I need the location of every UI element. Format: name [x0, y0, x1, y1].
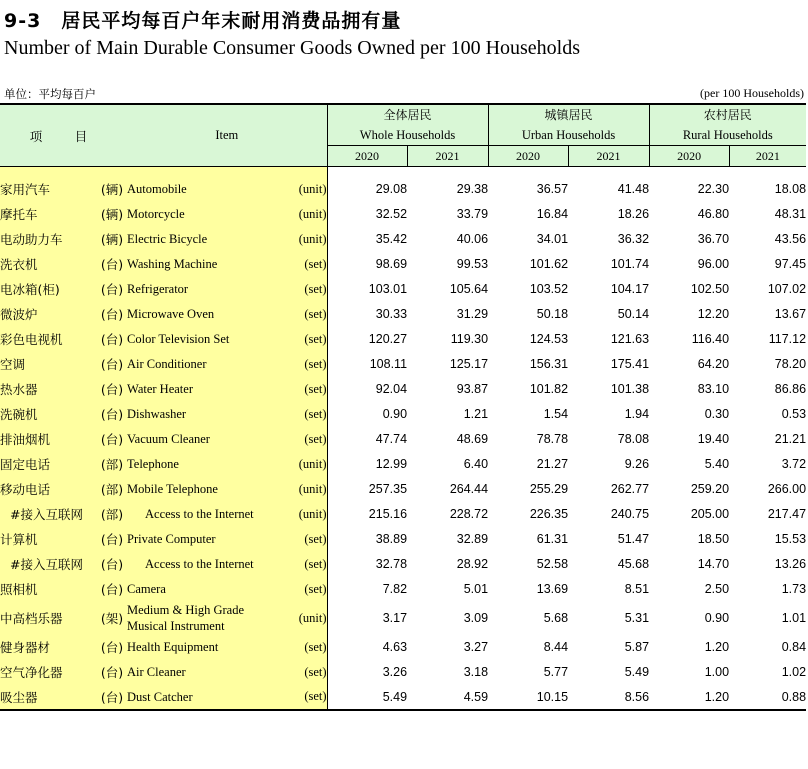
item-name-cn: 空调 — [0, 352, 97, 377]
value-cell: 38.89 — [375, 532, 408, 546]
item-name-en-line: Medium & High Grade — [127, 603, 245, 617]
item-name-cn: #接入互联网 — [0, 552, 97, 577]
value-cell: 14.70 — [697, 557, 730, 571]
value-cell: 8.44 — [543, 640, 569, 654]
item-name-en: Microwave Oven — [127, 302, 277, 327]
value-cell: 99.53 — [456, 257, 489, 271]
value-cell: 78.78 — [536, 432, 569, 446]
table-row — [0, 502, 806, 527]
table-row — [0, 227, 806, 252]
value-cell: 21.21 — [774, 432, 807, 446]
item-unit-en: (set) — [277, 327, 327, 352]
value-cell: 175.41 — [610, 357, 650, 371]
item-name-en: Motorcycle — [127, 202, 277, 227]
value-cell: 18.26 — [617, 207, 650, 221]
value-cell: 125.17 — [449, 357, 489, 371]
value-cell: 108.11 — [369, 357, 408, 371]
item-unit-en: (set) — [277, 427, 327, 452]
item-unit-cn: (台) — [97, 252, 127, 277]
item-name-en: Air Cleaner — [127, 660, 277, 685]
value-cell: 29.08 — [375, 182, 408, 196]
value-cell: 103.01 — [368, 282, 408, 296]
value-cell: 215.16 — [368, 507, 408, 521]
table-row — [0, 177, 806, 202]
value-cell: 117.12 — [768, 332, 807, 346]
value-cell: 121.63 — [610, 332, 650, 346]
value-cell: 50.18 — [536, 307, 569, 321]
item-unit-en: (set) — [277, 277, 327, 302]
item-name-cn: 照相机 — [0, 577, 97, 602]
item-name-en: Water Heater — [127, 377, 277, 402]
item-unit-en: (unit) — [277, 202, 327, 227]
item-unit-en: (unit) — [277, 177, 327, 202]
table-row — [0, 577, 806, 602]
value-cell: 5.49 — [327, 685, 407, 710]
item-unit-cn: (部) — [97, 502, 127, 527]
header-year: 2021 — [729, 146, 806, 167]
value-cell: 8.56 — [568, 685, 649, 710]
value-cell: 5.01 — [463, 582, 489, 596]
value-cell: 34.01 — [536, 232, 569, 246]
item-name-cn: 健身器材 — [0, 635, 97, 660]
value-cell: 10.15 — [488, 685, 568, 710]
item-name-en: Private Computer — [127, 527, 277, 552]
value-cell: 32.89 — [456, 532, 489, 546]
value-cell: 96.00 — [697, 257, 730, 271]
item-name-cn: 洗碗机 — [0, 402, 97, 427]
value-cell: 156.31 — [529, 357, 569, 371]
table-row — [0, 327, 806, 352]
header-group-urban: 城镇居民 Urban Households — [488, 104, 649, 146]
item-unit-cn: (辆) — [97, 202, 127, 227]
item-unit-en: (set) — [277, 302, 327, 327]
value-cell: 78.20 — [774, 357, 807, 371]
item-unit-cn: (部) — [97, 452, 127, 477]
value-cell: 5.68 — [543, 611, 569, 625]
item-unit-en: (set) — [277, 377, 327, 402]
value-cell: 105.64 — [449, 282, 489, 296]
value-cell: 228.72 — [449, 507, 489, 521]
value-cell: 36.32 — [617, 232, 650, 246]
value-cell: 98.69 — [375, 257, 408, 271]
item-unit-en: (unit) — [277, 452, 327, 477]
value-cell: 3.27 — [463, 640, 489, 654]
value-cell: 50.14 — [617, 307, 650, 321]
value-cell: 103.52 — [529, 282, 569, 296]
value-cell: 31.29 — [456, 307, 489, 321]
item-name-en: Access to the Internet — [127, 552, 277, 577]
item-name-en: Camera — [127, 577, 277, 602]
value-cell: 32.78 — [375, 557, 408, 571]
item-name-cn: 排油烟机 — [0, 427, 97, 452]
item-unit-en: (set) — [277, 527, 327, 552]
value-cell: 51.47 — [617, 532, 650, 546]
item-unit-cn: (台) — [97, 527, 127, 552]
value-cell: 1.73 — [781, 582, 807, 596]
item-name-cn: 移动电话 — [0, 477, 97, 502]
item-name-en — [127, 602, 277, 635]
table-row — [0, 352, 806, 377]
item-name-cn: 热水器 — [0, 377, 97, 402]
value-cell: 1.20 — [649, 685, 729, 710]
table-row — [0, 685, 806, 710]
item-unit-en: (set) — [277, 577, 327, 602]
header-year: 2021 — [407, 146, 488, 167]
value-cell: 92.04 — [375, 382, 408, 396]
item-name-cn: 电冰箱(柜) — [0, 277, 97, 302]
value-cell: 18.50 — [697, 532, 730, 546]
item-name-cn: 彩色电视机 — [0, 327, 97, 352]
value-cell: 1.02 — [781, 665, 807, 679]
value-cell: 0.88 — [729, 685, 806, 710]
table-row — [0, 202, 806, 227]
item-name-cn: #接入互联网 — [0, 502, 97, 527]
value-cell: 120.27 — [368, 332, 408, 346]
unit-label-en: (per 100 Households) — [700, 86, 804, 100]
item-name-cn: 吸尘器 — [0, 685, 97, 710]
item-unit-en: (set) — [277, 402, 327, 427]
item-unit-en: (set) — [277, 635, 327, 660]
item-unit-cn: (台) — [97, 402, 127, 427]
item-unit-cn: (部) — [97, 477, 127, 502]
table-row — [0, 427, 806, 452]
item-unit-cn: (台) — [97, 685, 127, 710]
value-cell: 3.26 — [382, 665, 408, 679]
value-cell: 119.30 — [450, 332, 489, 346]
value-cell: 16.84 — [536, 207, 569, 221]
value-cell: 1.94 — [624, 407, 650, 421]
value-cell: 5.31 — [624, 611, 650, 625]
value-cell: 47.74 — [375, 432, 408, 446]
value-cell: 29.38 — [456, 182, 489, 196]
value-cell: 8.51 — [624, 582, 650, 596]
value-cell: 97.45 — [774, 257, 807, 271]
item-name-cn: 电动助力车 — [0, 227, 97, 252]
item-name-cn: 计算机 — [0, 527, 97, 552]
value-cell: 83.10 — [697, 382, 730, 396]
value-cell: 3.18 — [463, 665, 489, 679]
item-unit-en: (set) — [277, 252, 327, 277]
value-cell: 46.80 — [697, 207, 730, 221]
value-cell: 30.33 — [375, 307, 408, 321]
item-name-en: Air Conditioner — [127, 352, 277, 377]
item-name-cn: 固定电话 — [0, 452, 97, 477]
item-unit-cn: (台) — [97, 427, 127, 452]
item-unit-cn: (台) — [97, 277, 127, 302]
value-cell: 86.86 — [774, 382, 807, 396]
value-cell: 0.53 — [781, 407, 807, 421]
value-cell: 35.42 — [375, 232, 408, 246]
value-cell: 21.27 — [536, 457, 569, 471]
value-cell: 61.31 — [536, 532, 569, 546]
value-cell: 41.48 — [617, 182, 650, 196]
value-cell: 124.53 — [529, 332, 569, 346]
item-name-en-line: Musical Instrument — [127, 619, 225, 633]
item-name-en: Dishwasher — [127, 402, 277, 427]
table-title-en: Number of Main Durable Consumer Goods Owned per 100 Households — [4, 37, 581, 59]
value-cell: 4.59 — [407, 685, 488, 710]
value-cell: 18.08 — [774, 182, 807, 196]
value-cell: 0.84 — [781, 640, 807, 654]
value-cell: 36.70 — [697, 232, 730, 246]
item-name-cn: 微波炉 — [0, 302, 97, 327]
durable-goods-table — [0, 103, 806, 711]
value-cell: 40.06 — [456, 232, 489, 246]
value-cell: 101.38 — [610, 382, 650, 396]
item-unit-cn: (台) — [97, 660, 127, 685]
item-unit-en: (unit) — [277, 477, 327, 502]
table-row — [0, 635, 806, 660]
item-unit-cn: (辆) — [97, 177, 127, 202]
value-cell: 48.69 — [456, 432, 489, 446]
item-name-en: Refrigerator — [127, 277, 277, 302]
value-cell: 107.02 — [767, 282, 807, 296]
item-unit-en: (unit) — [277, 227, 327, 252]
value-cell: 12.99 — [375, 457, 408, 471]
value-cell: 3.72 — [781, 457, 807, 471]
item-unit-cn: (台) — [97, 327, 127, 352]
value-cell: 205.00 — [690, 507, 730, 521]
value-cell: 12.20 — [697, 307, 730, 321]
value-cell: 45.68 — [617, 557, 650, 571]
value-cell: 257.35 — [368, 482, 408, 496]
header-item-cn: 项 目 — [0, 104, 127, 167]
table-row — [0, 527, 806, 552]
item-unit-cn: (台) — [97, 302, 127, 327]
item-unit-cn: (台) — [97, 577, 127, 602]
value-cell: 36.57 — [536, 182, 569, 196]
item-name-cn: 洗衣机 — [0, 252, 97, 277]
item-unit-en: (set) — [277, 660, 327, 685]
value-cell: 13.67 — [774, 307, 807, 321]
item-name-cn: 摩托车 — [0, 202, 97, 227]
value-cell: 101.62 — [529, 257, 569, 271]
value-cell: 64.20 — [697, 357, 730, 371]
item-name-en: Mobile Telephone — [127, 477, 277, 502]
value-cell: 93.87 — [456, 382, 489, 396]
header-year: 2020 — [327, 146, 407, 167]
header-year: 2020 — [488, 146, 568, 167]
value-cell: 7.82 — [382, 582, 408, 596]
header-year: 2020 — [649, 146, 729, 167]
value-cell: 102.50 — [690, 282, 730, 296]
header-group-rural: 农村居民 Rural Households — [649, 104, 806, 146]
value-cell: 217.47 — [767, 507, 807, 521]
item-unit-cn: (台) — [97, 352, 127, 377]
value-cell: 2.50 — [704, 582, 730, 596]
item-name-cn: 家用汽车 — [0, 177, 97, 202]
value-cell: 13.69 — [536, 582, 569, 596]
item-unit-cn: (台) — [97, 377, 127, 402]
value-cell: 22.30 — [697, 182, 730, 196]
value-cell: 43.56 — [774, 232, 807, 246]
item-name-en: Automobile — [127, 177, 277, 202]
value-cell: 266.00 — [767, 482, 807, 496]
value-cell: 1.20 — [704, 640, 730, 654]
value-cell: 78.08 — [617, 432, 650, 446]
value-cell: 5.49 — [624, 665, 650, 679]
item-name-cn: 空气净化器 — [0, 660, 97, 685]
value-cell: 52.58 — [536, 557, 569, 571]
value-cell: 116.40 — [691, 332, 730, 346]
value-cell: 264.44 — [449, 482, 489, 496]
value-cell: 5.77 — [543, 665, 569, 679]
item-name-en: Vacuum Cleaner — [127, 427, 277, 452]
item-name-en: Health Equipment — [127, 635, 277, 660]
value-cell: 0.30 — [704, 407, 730, 421]
value-cell: 9.26 — [624, 457, 650, 471]
value-cell: 15.53 — [774, 532, 807, 546]
item-name-en: Dust Catcher — [127, 685, 277, 710]
value-cell: 33.79 — [456, 207, 489, 221]
value-cell: 3.09 — [463, 611, 489, 625]
table-row — [0, 377, 806, 402]
item-name-en: Washing Machine — [127, 252, 277, 277]
value-cell: 101.82 — [529, 382, 569, 396]
value-cell: 101.74 — [610, 257, 650, 271]
value-cell: 13.26 — [774, 557, 807, 571]
value-cell: 1.00 — [704, 665, 730, 679]
value-cell: 1.21 — [463, 407, 489, 421]
value-cell: 48.31 — [774, 207, 807, 221]
item-name-en: Electric Bicycle — [127, 227, 277, 252]
item-unit-en: (unit) — [277, 502, 327, 527]
value-cell: 259.20 — [690, 482, 730, 496]
value-cell: 262.77 — [610, 482, 650, 496]
item-name-en: Color Television Set — [127, 327, 277, 352]
value-cell: 255.29 — [529, 482, 569, 496]
item-name-en: Access to the Internet — [127, 502, 277, 527]
value-cell: 104.17 — [610, 282, 650, 296]
item-unit-cn: (台) — [97, 635, 127, 660]
value-cell: 19.40 — [697, 432, 730, 446]
table-row — [0, 402, 806, 427]
item-unit-en: (set) — [277, 352, 327, 377]
header-year: 2021 — [568, 146, 649, 167]
value-cell: 3.17 — [382, 611, 408, 625]
item-name-cn: 中高档乐器 — [0, 602, 97, 635]
value-cell: 0.90 — [704, 611, 730, 625]
table-title-cn: 9-3 居民平均每百户年末耐用消费品拥有量 — [4, 10, 402, 32]
value-cell: 5.40 — [704, 457, 730, 471]
header-group-whole: 全体居民 Whole Households — [327, 104, 488, 146]
value-cell: 5.87 — [624, 640, 650, 654]
table-row — [0, 660, 806, 685]
item-name-en: Telephone — [127, 452, 277, 477]
value-cell: 1.54 — [543, 407, 569, 421]
value-cell: 4.63 — [382, 640, 408, 654]
item-unit-cn: (辆) — [97, 227, 127, 252]
header-item-en: Item — [127, 104, 327, 167]
table-row — [0, 552, 806, 577]
item-unit-en: (set) — [277, 685, 327, 710]
table-row — [0, 477, 806, 502]
value-cell: 240.75 — [610, 507, 650, 521]
item-unit-cn: (台) — [97, 552, 127, 577]
unit-label-cn: 单位：平均每百户 — [4, 87, 96, 101]
value-cell: 0.90 — [382, 407, 408, 421]
item-unit-en: (set) — [277, 552, 327, 577]
item-unit-en: (unit) — [277, 602, 327, 635]
value-cell: 32.52 — [375, 207, 408, 221]
table-row — [0, 452, 806, 477]
table-row — [0, 252, 806, 277]
item-unit-cn: (架) — [97, 602, 127, 635]
table-row — [0, 602, 806, 635]
table-row — [0, 302, 806, 327]
spacer-row — [0, 167, 806, 177]
table-row — [0, 277, 806, 302]
value-cell: 6.40 — [463, 457, 489, 471]
value-cell: 28.92 — [456, 557, 489, 571]
value-cell: 226.35 — [529, 507, 569, 521]
value-cell: 1.01 — [781, 611, 807, 625]
